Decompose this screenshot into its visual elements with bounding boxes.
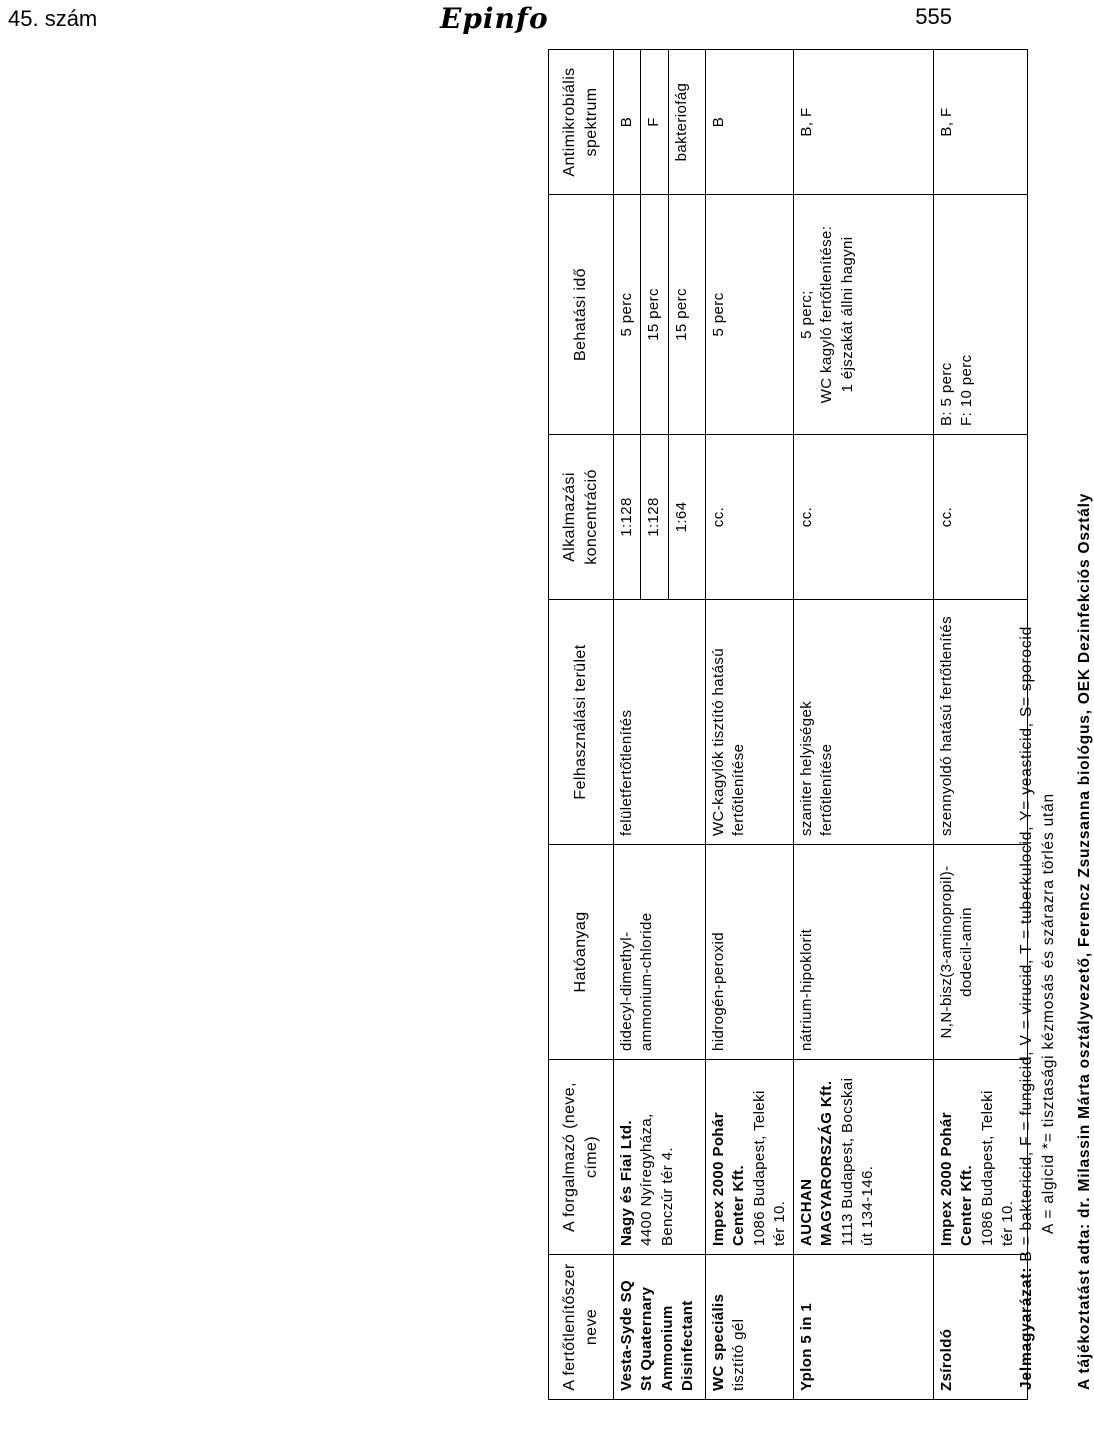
distributor-name: AUCHAN MAGYARORSZÁG Kft. [798, 1080, 836, 1246]
product-name: Yplon 5 in 1 [794, 1255, 934, 1400]
active-ingredient: N,N-bisz(3-aminopropil)-dodecil-amin [934, 845, 1028, 1060]
distributor-address: 4400 Nyíregyháza, Benczúr tér 4. [638, 1113, 676, 1246]
spectrum: B [706, 50, 794, 195]
concentration: cc. [706, 435, 794, 600]
disinfectant-table [548, 49, 1028, 1400]
source-credit: A tájékoztatást adta: dr. Milassin Márta osztályvezető, Ferencz Zsuzsanna biológus, OEK Dezinfekciós Osztály [1076, 492, 1093, 1390]
rotated-content [548, 50, 1093, 1400]
active-ingredient: hidrogén-peroxid [706, 845, 794, 1060]
spectrum: B, F [934, 50, 1028, 195]
legend [1016, 50, 1060, 1390]
spectrum: B, F [794, 50, 934, 195]
usage-area: WC-kagylók tisztító hatású fertőtlenítése [706, 600, 794, 845]
column-header: Antimikrobiális spektrum [549, 50, 614, 195]
active-ingredient: didecyl-dimethyl-ammonium-chloride [614, 845, 706, 1060]
table-row [614, 50, 706, 1400]
table-row [706, 50, 794, 1400]
spectrum: B F bakteriofág [614, 50, 706, 195]
table-row [794, 50, 934, 1400]
column-header: Hatóanyag [549, 845, 614, 1060]
usage-area: felületfertőtlenítés [614, 600, 706, 845]
distributor [614, 1060, 706, 1255]
distributor-address: 1086 Budapest, Teleki tér 10. [750, 1090, 788, 1246]
distributor [794, 1060, 934, 1255]
distributor-name: Impex 2000 Pohár Center Kft. [710, 1112, 748, 1246]
legend-line: A = algicid *= tisztasági kézmosás és szárazra törlés után [1040, 793, 1057, 1234]
product-name: Vesta-Syde SQ St Quaternary Ammonium Disinfectant [614, 1255, 706, 1400]
legend-line: B = baktericid, F = fungicid, V = virucid, T = tuberkulocid, Y= yeasticid, S= sporocid [1018, 625, 1035, 1262]
distributor-name: Nagy és Fiai Ltd. [618, 1120, 635, 1246]
distributor-address: 1086 Budapest, Teleki tér 10. [978, 1090, 1016, 1246]
concentration: 1:128 1:128 1:64 [614, 435, 706, 600]
exposure-time: 5 perc 15 perc 15 perc [614, 195, 706, 435]
usage-area: szaniter helyiségek fertőtlenítése [794, 600, 934, 845]
issue-number: 45. szám [8, 6, 98, 31]
column-header: A forgalmazó (neve, címe) [549, 1060, 614, 1255]
column-header: A fertőtlenítőszer neve [549, 1255, 614, 1400]
distributor-address: 1113 Budapest, Bocskai út 134-146. [838, 1077, 876, 1246]
distributor-name: Impex 2000 Pohár Center Kft. [938, 1112, 976, 1246]
product-name: Zsíroldó [934, 1255, 1028, 1400]
page-number: 555 [915, 4, 952, 29]
column-header: Felhasználási terület [549, 600, 614, 845]
distributor [934, 1060, 1028, 1255]
usage-area: szennyoldó hatású fertőtlenítés [934, 600, 1028, 845]
exposure-time: 5 perc; WC kagyló fertőtlenítése: 1 éjszakát állni hagyni [794, 195, 934, 435]
table-row [934, 50, 1028, 1400]
exposure-time: 5 perc [706, 195, 794, 435]
legend-label: Jelmagyarázat: [1018, 1266, 1035, 1390]
product-name: WC speciális tisztító gél [706, 1255, 794, 1400]
exposure-time: B: 5 perc F: 10 perc [934, 195, 1028, 435]
concentration: cc. [794, 435, 934, 600]
active-ingredient: nátrium-hipoklorit [794, 845, 934, 1060]
distributor [706, 1060, 794, 1255]
table-header-row [549, 50, 614, 1400]
concentration: cc. [934, 435, 1028, 600]
column-header: Behatási idő [549, 195, 614, 435]
column-header: Alkalmazási koncentráció [549, 435, 614, 600]
epinfo-logo: Epinfo [440, 2, 549, 35]
